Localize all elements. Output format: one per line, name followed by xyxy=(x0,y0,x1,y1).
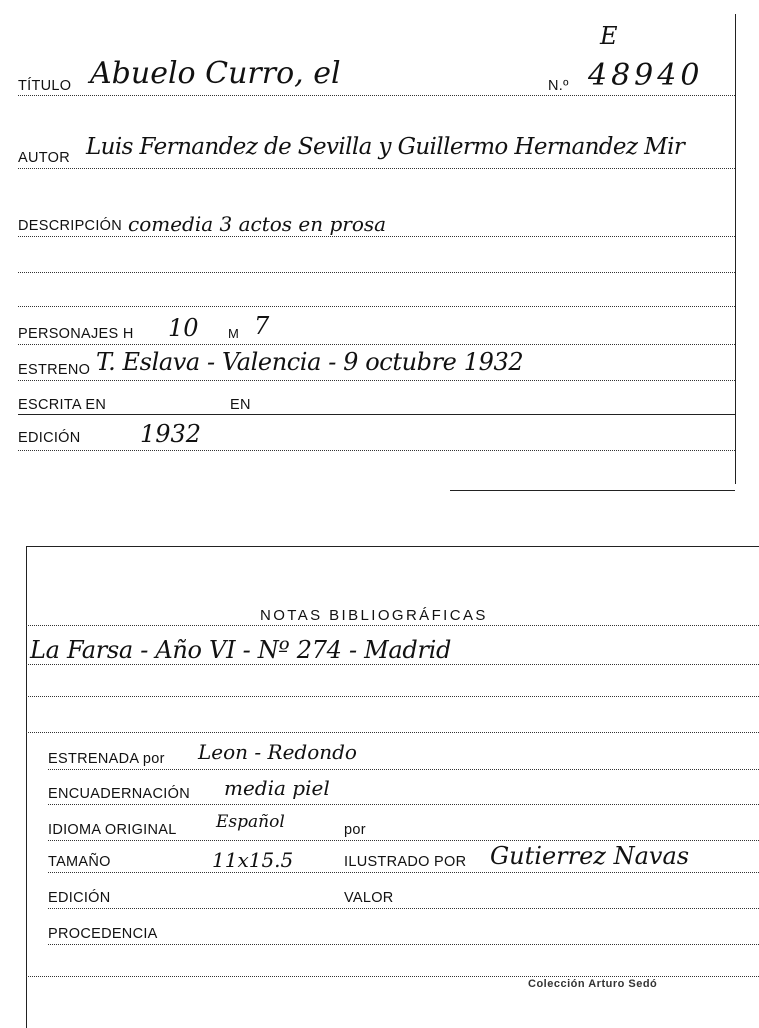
edicion-label: EDICIÓN xyxy=(18,430,81,446)
encuadernacion-line xyxy=(48,804,759,805)
personajes-h-value: 10 xyxy=(168,314,199,342)
card2-left-border xyxy=(26,546,27,1028)
procedencia-label: PROCEDENCIA xyxy=(48,926,158,942)
card-right-border xyxy=(735,14,736,484)
blank-line-1 xyxy=(18,272,735,273)
estreno-line xyxy=(18,380,735,381)
card-bottom-edge xyxy=(450,490,735,491)
catalog-card-bottom xyxy=(0,540,759,1028)
autor-value: Luis Fernandez de Sevilla y Guillermo Hernandez Mir xyxy=(86,134,685,160)
personajes-line xyxy=(18,344,735,345)
valor-label: VALOR xyxy=(344,890,394,906)
tamano-label: TAMAÑO xyxy=(48,854,111,870)
corner-mark: E xyxy=(600,22,618,50)
idioma-label: IDIOMA ORIGINAL xyxy=(48,822,177,838)
tamano-value: 11x15.5 xyxy=(212,848,294,872)
notas-heading: NOTAS BIBLIOGRÁFICAS xyxy=(260,607,488,624)
ilustrado-value: Gutierrez Navas xyxy=(490,842,690,870)
coleccion-stamp: Colección Arturo Sedó xyxy=(528,978,658,990)
titulo-value: Abuelo Curro, el xyxy=(90,56,341,91)
titulo-label: TÍTULO xyxy=(18,78,72,94)
blank-line-2 xyxy=(18,306,735,307)
idioma-line xyxy=(48,840,759,841)
estreno-value: T. Eslava - Valencia - 9 octubre 1932 xyxy=(96,348,524,376)
numero-label: N.º xyxy=(548,78,569,94)
nota-line-1 xyxy=(26,664,759,665)
ilustrado-label: ILUSTRADO POR xyxy=(344,854,467,870)
card2-top-border xyxy=(26,546,759,547)
personajes-m-value: 7 xyxy=(254,312,270,340)
descripcion-line xyxy=(18,236,735,237)
nota-1: La Farsa - Año VI - Nº 274 - Madrid xyxy=(30,636,452,664)
estrenada-line xyxy=(48,769,759,770)
procedencia-line xyxy=(48,944,759,945)
descripcion-label: DESCRIPCIÓN xyxy=(18,218,123,234)
edicion-value: 1932 xyxy=(140,420,202,448)
autor-line xyxy=(18,168,735,169)
escrita-en-en-label: EN xyxy=(230,397,251,413)
estrenada-value: Leon - Redondo xyxy=(198,740,357,764)
estreno-label: ESTRENO xyxy=(18,362,91,378)
encuadernacion-label: ENCUADERNACIÓN xyxy=(48,786,190,802)
edicion2-line xyxy=(48,908,759,909)
catalog-card-top xyxy=(0,0,759,500)
titulo-line xyxy=(18,95,735,96)
personajes-m-label: M xyxy=(228,326,240,341)
escrita-en-label: ESCRITA EN xyxy=(18,397,107,413)
nota-line-2 xyxy=(26,696,759,697)
idioma-value: Español xyxy=(216,812,285,832)
descripcion-value: comedia 3 actos en prosa xyxy=(128,212,387,236)
edicion2-label: EDICIÓN xyxy=(48,890,111,906)
edicion-line xyxy=(18,450,735,451)
escrita-en-line xyxy=(18,414,735,415)
idioma-por-label: por xyxy=(344,822,366,838)
numero-value: 48940 xyxy=(588,58,704,93)
card2-bottom-line xyxy=(26,976,759,977)
estrenada-label: ESTRENADA por xyxy=(48,751,165,767)
tamano-line xyxy=(48,872,759,873)
nota-line-3 xyxy=(26,732,759,733)
encuadernacion-value: media piel xyxy=(224,776,330,800)
autor-label: AUTOR xyxy=(18,150,70,166)
notas-heading-line xyxy=(26,625,759,626)
personajes-label: PERSONAJES H xyxy=(18,326,134,342)
